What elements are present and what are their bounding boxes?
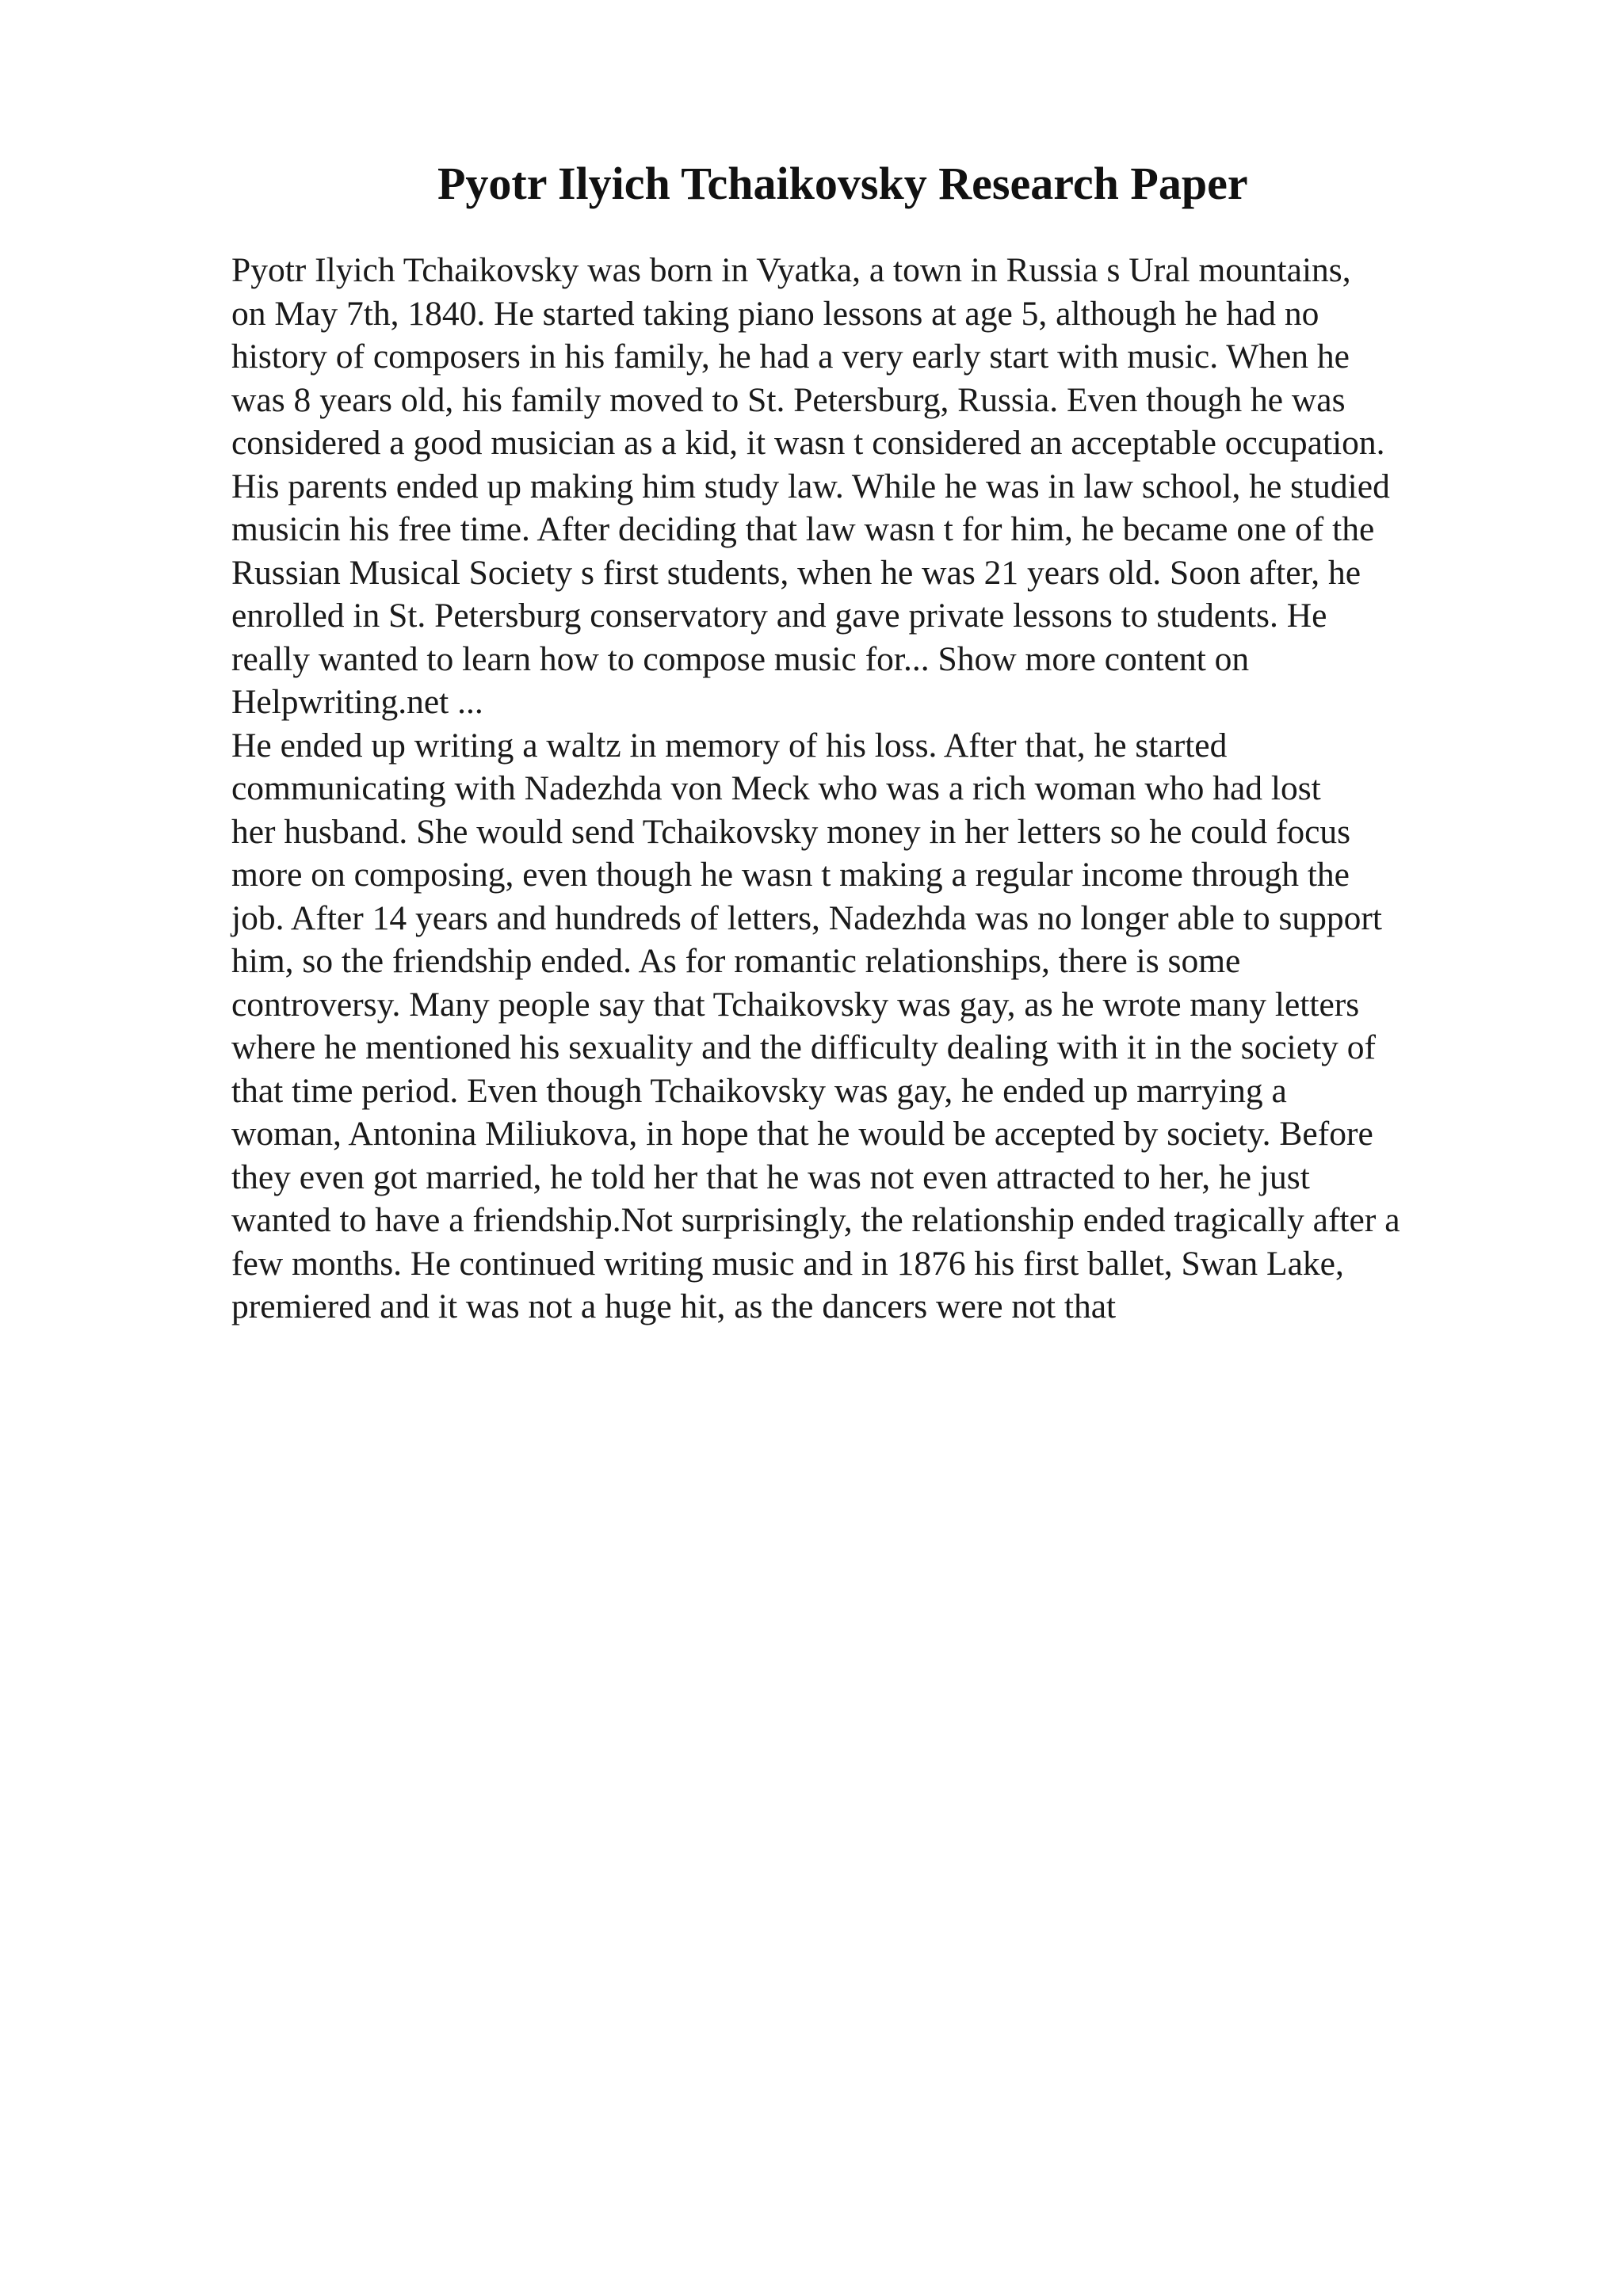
text-line: him, so the friendship ended. As for romantic relationships, there is some [231, 942, 1241, 980]
text-line: Russian Musical Society s first students, when he was 21 years old. Soon after, he [231, 553, 1361, 592]
document-body [231, 249, 1515, 1329]
text-line: they even got married, he told her that he was not even attracted to her, he just [231, 1158, 1310, 1196]
text-line: job. After 14 years and hundreds of letters, Nadezhda was no longer able to support [231, 898, 1383, 937]
text-line: few months. He continued writing music and in 1876 his first ballet, Swan Lake, [231, 1244, 1344, 1283]
text-line: premiered and it was not a huge hit, as the dancers were not that [231, 1287, 1117, 1325]
text-line: history of composers in his family, he had a very early start with music. When he [231, 338, 1350, 376]
text-line: that time period. Even though Tchaikovsky was gay, he ended up marrying a [231, 1071, 1287, 1110]
text-line: communicating with Nadezhda von Meck who was a rich woman who had lost [231, 769, 1321, 807]
text-line: where he mentioned his sexuality and the difficulty dealing with it in the society of [231, 1028, 1377, 1066]
text-line: Helpwriting.net ... [231, 683, 483, 721]
text-line: her husband. She would send Tchaikovsky money in her letters so he could focus [231, 812, 1351, 851]
text-line: wanted to have a friendship.Not surprisingly, the relationship ended tragically after a [231, 1201, 1400, 1239]
text-line: musicin his free time. After deciding that law wasn t for him, he became one of the [231, 510, 1375, 548]
document-title: Pyotr Ilyich Tchaikovsky Research Paper [437, 158, 1248, 209]
text-line: really wanted to learn how to compose music for... Show more content on [231, 639, 1250, 678]
text-line: controversy. Many people say that Tchaikovsky was gay, as he wrote many letters [231, 985, 1360, 1024]
text-line: considered a good musician as a kid, it wasn t considered an acceptable occupation. [231, 424, 1385, 462]
text-line: woman, Antonina Miliukova, in hope that he would be accepted by society. Before [231, 1115, 1373, 1153]
text-line: He ended up writing a waltz in memory of his loss. After that, he started [231, 726, 1228, 765]
text-line: on May 7th, 1840. He started taking piano lessons at age 5, although he had no [231, 294, 1319, 333]
text-line: Pyotr Ilyich Tchaikovsky was born in Vyatka, a town in Russia s Ural mountains, [231, 251, 1351, 289]
text-line: His parents ended up making him study law. While he was in law school, he studied [231, 467, 1390, 505]
text-line: was 8 years old, his family moved to St. Petersburg, Russia. Even though he was [231, 380, 1346, 419]
text-line: more on composing, even though he wasn t making a regular income through the [231, 856, 1350, 894]
text-line: enrolled in St. Petersburg conservatory and gave private lessons to students. He [231, 597, 1327, 635]
